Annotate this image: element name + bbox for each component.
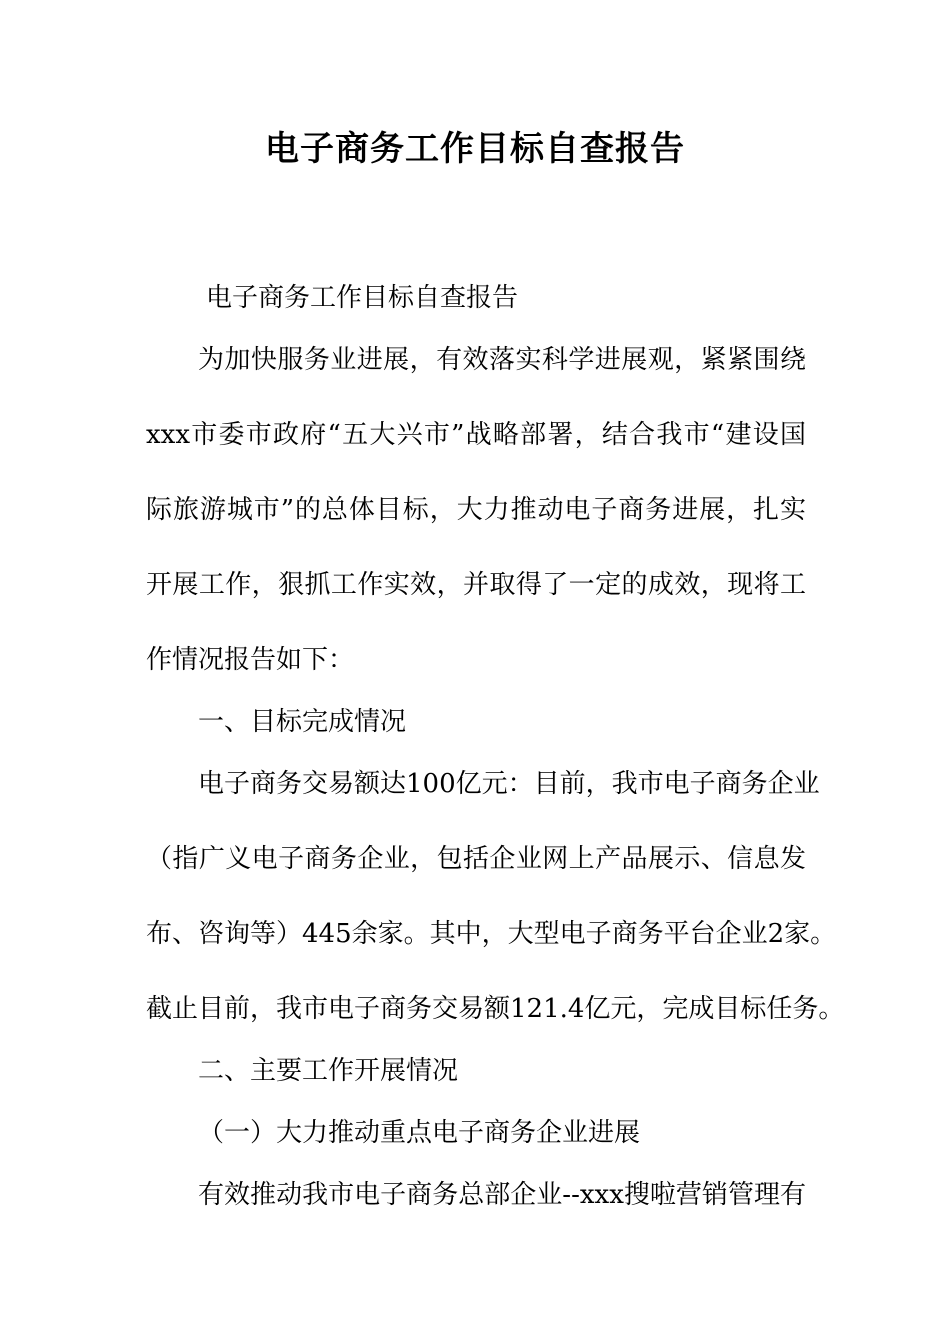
paragraph-line: 际旅游城市”的总体目标，大力推动电子商务进展，扎实 <box>146 495 806 525</box>
paragraph-line: 电子商务交易额达100亿元：目前，我市电子商务企业 <box>198 769 820 799</box>
paragraph-line: 布、咨询等）445余家。其中，大型电子商务平台企业2家。 <box>146 919 837 949</box>
paragraph-line: 有效推动我市电子商务总部企业--xxx搜啦营销管理有 <box>198 1180 806 1210</box>
paragraph-line: 作情况报告如下： <box>146 645 355 675</box>
subsection-heading: （一）大力推动重点电子商务企业进展 <box>198 1118 641 1148</box>
section-heading: 一、目标完成情况 <box>198 707 407 737</box>
paragraph-line: 开展工作，狠抓工作实效，并取得了一定的成效，现将工 <box>146 570 806 600</box>
paragraph-line: （指广义电子商务企业，包括企业网上产品展示、信息发 <box>146 844 806 874</box>
subtitle-line: 电子商务工作目标自查报告 <box>206 283 519 313</box>
document-title: 电子商务工作目标自查报告 <box>265 129 685 169</box>
paragraph-line: 截止目前，我市电子商务交易额121.4亿元，完成目标任务。 <box>146 994 845 1024</box>
paragraph-line: xxx市委市政府“五大兴市”战略部署，结合我市“建设国 <box>146 420 806 450</box>
section-heading: 二、主要工作开展情况 <box>198 1056 459 1086</box>
paragraph-line: 为加快服务业进展，有效落实科学进展观，紧紧围绕 <box>198 345 806 375</box>
